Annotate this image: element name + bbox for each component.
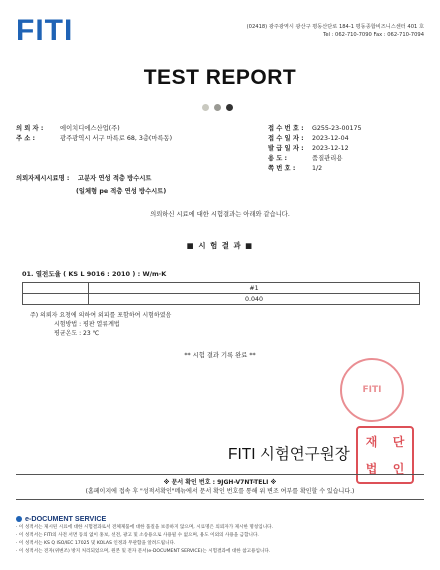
dot-mid [214, 104, 221, 111]
seal-char: 법 [365, 462, 378, 476]
table-cell: 0.040 [89, 294, 420, 305]
purpose-label: 용 도 : [268, 155, 288, 162]
section-title: ■ 시 험 결 과 ■ [186, 241, 254, 250]
table-cell [23, 294, 89, 305]
client-value: 에이치디에스산업(주) [60, 125, 120, 132]
receipt-date-label: 접 수 일 자 : [268, 135, 304, 142]
receipt-no-label: 접 수 번 호 : [268, 125, 304, 132]
end-note: ** 시험 결과 기록 완료 ** [184, 352, 256, 359]
confirm-instruction: (홈페이지에 접속 후 "성적서확인"메뉴에서 문서 확인 번호를 통해 위 변조 여부를 확인할 수 있습니다.) [85, 488, 355, 495]
results-table [22, 282, 420, 305]
test-notes [30, 311, 171, 338]
contact-line: Tel : 062-710-7090 Fax : 062-710-7094 [323, 32, 424, 38]
header-address [247, 23, 424, 39]
disclaimer-line: · 이 성적서는 제시된 시료에 대한 시험결과로서 전체제품에 대한 품질을 보증하지 않으며, 시료명은 의뢰자가 제시한 명칭입니다. [16, 525, 274, 530]
sample-name-subvalue: (일체형 pe 적층 연성 방수시트) [76, 188, 167, 195]
note-line: 주) 의뢰자 요청에 의하여 외피를 포함하여 시험하였음 [30, 312, 172, 319]
seal-char: 인 [392, 462, 405, 476]
receipt-no-value: G255-23-00175 [312, 125, 362, 132]
address-line: (02418) 광주광역시 광산구 평동산단로 184-1 평동종합비즈니스센터 401 호 [246, 24, 424, 30]
dot-light [202, 104, 209, 111]
edoc-title: e-DOCUMENT SERVICE [16, 514, 106, 523]
document-confirm-box [16, 474, 424, 500]
decorative-dots [202, 104, 233, 111]
signoff: FITI 시험연구원장 [228, 446, 350, 463]
edoc-disclaimer [16, 524, 273, 556]
fiti-logo: FITI [16, 14, 74, 47]
table-cell: #1 [89, 283, 420, 294]
client-address-value: 광주광역시 서구 마륵로 68, 3층(마륵동) [60, 135, 173, 142]
receipt-date-value: 2023-12-04 [312, 135, 349, 142]
note-line: 평균온도 : 23 ℃ [54, 330, 100, 337]
issue-date-label: 발 급 일 자 : [268, 145, 304, 152]
disclaimer-line: · 이 성적서는 KS Q ISO/IEC 17025 및 KOLAS 인정과 무관함을 알려드립니다. [16, 541, 176, 546]
sample-name-row [16, 174, 152, 184]
test-heading: 01. 열전도율 ( KS L 9016 : 2010 ) : W/m·K [22, 270, 167, 278]
seal-char: 재 [365, 435, 378, 449]
table-row [23, 294, 420, 305]
purpose-value: 품질관리용 [312, 155, 343, 162]
intro-text: 의뢰하신 시료에 대한 시험결과는 아래와 같습니다. [150, 211, 290, 218]
issue-date-value: 2023-12-12 [312, 145, 349, 152]
note-line: 시험방법 : 평판 열류계법 [54, 321, 120, 328]
client-label: 의 뢰 자 : [16, 125, 44, 132]
dot-dark [226, 104, 233, 111]
confirm-code: ※ 문서 확인 번호 : 9JGH-V7NT-TELI ※ [163, 479, 277, 486]
disclaimer-line: · 이 성적서는 전자(위변조) 방지 처리되었으며, 원본 및 전자 문서(e-DOCUMENT SERVICE)는 시험결과에 대한 참고용입니다. [16, 549, 271, 554]
sample-name-value: 고분자 연성 적층 방수시트 [78, 175, 152, 182]
page-number-value: 1/2 [312, 165, 323, 172]
table-cell [23, 283, 89, 294]
sample-name-label: 의뢰자제시시료명 : [16, 175, 70, 182]
page-number-label: 쪽 번 호 : [268, 165, 296, 172]
seal-char: 단 [392, 435, 405, 449]
client-info [16, 124, 172, 144]
page-title: TEST REPORT [143, 66, 297, 89]
report-meta [268, 124, 362, 174]
client-address-label: 주 소 : [16, 135, 36, 142]
ring-stamp: FITI [340, 358, 404, 422]
disclaimer-line: · 이 성적서는 FITI의 사전 서면 동의 없이 홍보, 선전, 광고 및 소송용으로 사용될 수 없으며, 용도 이외의 사용을 금합니다. [16, 533, 259, 538]
table-header-row [23, 283, 420, 294]
